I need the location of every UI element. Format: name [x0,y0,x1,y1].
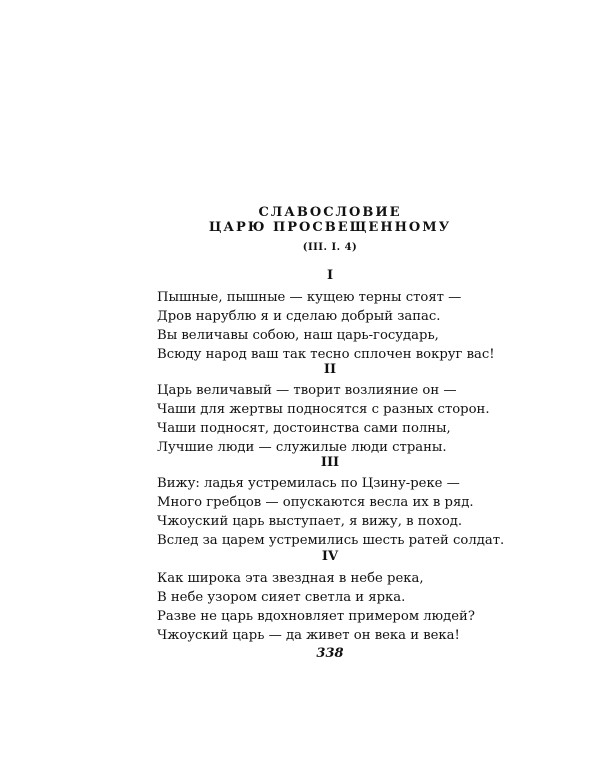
stanza-4 [157,569,475,645]
stanza-2-line-3: Чаши подносят, достоинства сами полны, [157,421,451,436]
stanza-3-line-3: Чжоуский царь выступает, я вижу, в поход. [157,514,463,529]
stanza-3-line-4: Вслед за царем устремились шесть ратей солдат. [157,533,505,548]
poem-title-line-1: СЛАВОСЛОВИЕ [258,205,402,220]
stanza-numeral-3: III [320,455,340,470]
stanza-2 [157,381,490,457]
stanza-1-line-1: Пышные, пышные — кущею терны стоят — [157,290,462,305]
stanza-1 [157,288,495,364]
stanza-3-line-1: Вижу: ладья устремилась по Цзину-реке — [157,476,460,491]
poem-source-reference: (III. I. 4) [302,242,358,253]
stanza-3 [157,474,505,550]
stanza-numeral-2: II [323,362,337,377]
stanza-2-line-1: Царь величавый — творит возлияние он — [157,383,457,398]
stanza-4-line-3: Разве не царь вдохновляет примером людей? [157,609,475,624]
poem-title-line-2: ЦАРЮ ПРОСВЕЩЕННОМУ [208,220,452,235]
stanza-numeral-4: IV [321,549,339,564]
stanza-2-line-4: Лучшие люди — служилые люди страны. [157,440,447,455]
stanza-1-line-2: Дров нарублю я и сделаю добрый запас. [157,309,441,324]
stanza-3-line-2: Много гребцов — опускаются весла их в ряд. [157,495,474,510]
page-number: 338 [316,646,344,661]
stanza-numeral-1: I [326,268,334,283]
stanza-2-line-2: Чаши для жертвы подносятся с разных сторон. [157,402,490,417]
stanza-4-line-1: Как широка эта звездная в небе река, [157,571,424,586]
stanza-4-line-2: В небе узором сияет светла и ярка. [157,590,406,605]
stanza-1-line-4: Всюду народ ваш так тесно сплочен вокруг вас! [157,347,495,362]
stanza-1-line-3: Вы величавы собою, наш царь-государь, [157,328,439,343]
stanza-4-line-4: Чжоуский царь — да живет он века и века! [157,628,460,643]
